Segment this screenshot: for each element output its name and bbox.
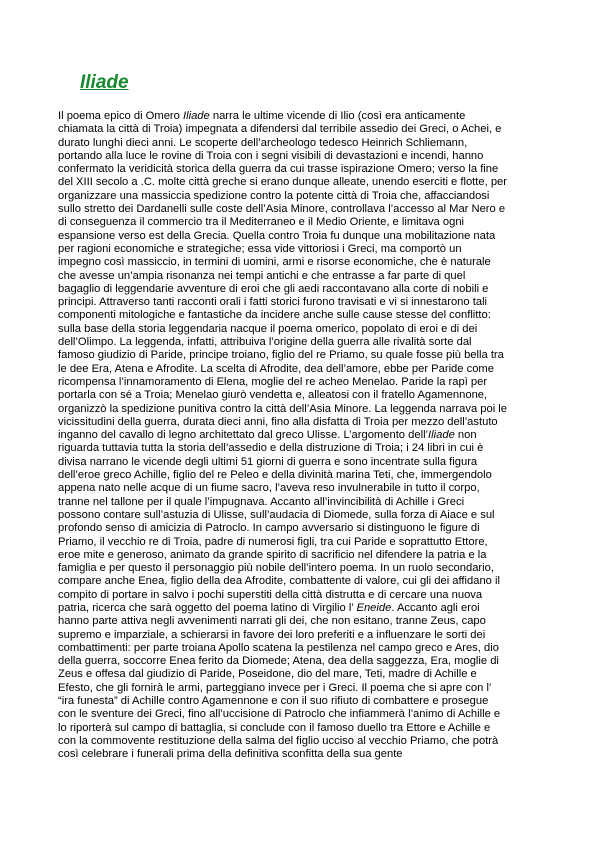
text-line <box>58 456 548 469</box>
text-span: ricompensa l’innamoramento di Elena, moglie del re acheo Menelao. Paride la rapì per <box>58 375 488 388</box>
text-line <box>58 748 548 761</box>
text-line <box>58 150 548 163</box>
text-line <box>58 695 548 708</box>
text-line <box>58 629 548 642</box>
text-span: “ira funesta” di Achille contro Agamennone e con il suo rifiuto di combattere e prosegue <box>58 695 489 708</box>
text-span: espansione verso est della Grecia. Quella contro Troia fu dunque una mobilitazione nata <box>58 229 496 242</box>
text-span: non <box>454 429 477 442</box>
text-line <box>58 682 548 695</box>
text-line <box>58 110 548 123</box>
text-line <box>58 522 548 535</box>
text-span: componenti mitologiche e fantastiche da incidere anche sulle cause stesse del conflitto: <box>58 309 491 322</box>
text-span: impegno così massiccio, in termini di uomini, armi e risorse economiche, che è naturale <box>58 256 491 269</box>
text-line <box>58 163 548 176</box>
text-line <box>58 442 548 455</box>
text-line <box>58 309 548 322</box>
text-line <box>58 190 548 203</box>
text-span: famoso giudizio di Paride, principe troiano, figlio del re Priamo, su quale fosse più bella tra <box>58 349 504 362</box>
text-line <box>58 416 548 429</box>
text-span: vicissitudini della guerra, durata dieci anni, fino alla disfatta di Troia per mezzo dell’astuto <box>58 415 498 428</box>
text-span: le dee Era, Atena e Afrodite. La scelta di Afrodite, dea dell’amore, ebbe per Paride come <box>58 362 494 375</box>
text-span: famiglia e per questo il personaggio più nobile dell’intero poema. In un ruolo secondario, <box>58 562 494 575</box>
text-line <box>58 376 548 389</box>
text-span: narra le ultime vicende di Ilio (così era anticamente <box>209 110 466 122</box>
text-line <box>58 176 548 189</box>
text-span: per ragioni economiche e strategiche; essa vide vittoriosi i Greci, ma comportò un <box>58 242 462 255</box>
text-span: durato lunghi dieci anni. Le scoperte dell’archeologo tedesco Heinrich Schliemann, <box>58 136 468 149</box>
text-line <box>58 336 548 349</box>
text-span: appena nato nelle acque di un fiume sacro, l’aveva reso invulnerabile in tutto il corpo, <box>58 482 480 495</box>
text-line <box>58 389 548 402</box>
text-span: principi. Attraverso tanti racconti orali i fatti storici furono travisati e vi si innestarono tali <box>58 296 488 309</box>
italic-title-span: Iliade <box>428 429 455 442</box>
text-line <box>58 243 548 256</box>
body-paragraph <box>58 110 548 762</box>
text-line <box>58 536 548 549</box>
text-span: inganno del cavallo di legno architettato dal greco Ulisse. L’argomento dell’ <box>58 429 429 442</box>
text-line <box>58 482 548 495</box>
text-span: Efesto, che gli fornirà le armi, parteggiano invece per i Greci. Il poema che si apre con l’ <box>58 681 492 694</box>
text-line <box>58 203 548 216</box>
italic-title-span: Eneide <box>356 601 392 614</box>
text-line <box>58 615 548 628</box>
text-span: patria, ricerca che sarà oggetto del poema latino di Virgilio l’ <box>58 601 357 614</box>
text-line <box>58 469 548 482</box>
text-line <box>58 642 548 655</box>
text-line <box>58 708 548 721</box>
text-line <box>58 735 548 748</box>
text-line <box>58 216 548 229</box>
text-span: con le sventure dei Greci, fino all’uccisione di Patroclo che infiammerà l’animo di Achille e <box>58 708 501 721</box>
text-span: della guerra, soccorre Enea ferito da Diomede; Atena, dea della saggezza, Era, moglie di <box>58 655 499 668</box>
text-line <box>58 256 548 269</box>
text-span: che avesse un’ampia risonanza nei tempi antichi e che entrasse a far parte di quel <box>58 269 466 282</box>
text-span: Priamo, il vecchio re di Troia, padre di numerosi figli, tra cui Paride e soprattutto Ettore, <box>58 535 488 548</box>
text-span: organizzare una massiccia spedizione contro la potente città di Troia che, affacciandosi <box>58 189 490 202</box>
text-line <box>58 575 548 588</box>
text-line <box>58 602 548 615</box>
text-line <box>58 589 548 602</box>
text-span: portando alla luce le rovine di Troia con i segni visibili di devastazioni e incendi, hanno <box>58 149 484 162</box>
text-line <box>58 722 548 735</box>
text-span: confermato la veridicità storica della guerra da cui trasse ispirazione Omero; verso la fine <box>58 163 499 176</box>
text-span: dell’eroe greco Achille, figlio del re Peleo e della divinità marina Teti, che, immergendolo <box>58 469 492 482</box>
text-line <box>58 323 548 336</box>
text-line <box>58 363 548 376</box>
text-span: . Accanto agli eroi <box>391 601 480 614</box>
text-span: tranne nel tallone per il quale l’impugnava. Accanto all’invincibilità di Achille i Greci <box>58 495 465 508</box>
text-line <box>58 296 548 309</box>
text-line <box>58 496 548 509</box>
text-span: lo riporterà sul campo di battaglia, si conclude con il famoso duello tra Ettore e Achille e <box>58 721 491 734</box>
text-span: hanno parte attiva negli avvenimenti narrati gli dei, che non esitano, tranne Zeus, capo <box>58 615 486 628</box>
page-title: Iliade <box>80 72 129 93</box>
text-span: dell’Olimpo. La leggenda, infatti, attribuiva l’origine della guerra alle rivalità sorte dal <box>58 336 472 349</box>
text-span: eroe mite e generoso, animato da grande spirito di sacrificio nel difendere la patria e la <box>58 548 487 561</box>
text-span: sullo stretto dei Dardanelli sulle coste dell’Asia Minore, controllava l’accesso al Mar Nero e <box>58 203 506 216</box>
text-span: organizzò la spedizione punitiva contro la città dell’Asia Minore. La leggenda narrava poi le <box>58 402 508 415</box>
text-span: di conseguenza il commercio tra il Mediterraneo e il Medio Oriente, e limitava ogni <box>58 216 465 229</box>
text-span: del XIII secolo a .C. molte città greche si erano dunque alleate, unendo eserciti e flotte, per <box>58 176 508 189</box>
text-span: Il poema epico di Omero <box>58 110 183 122</box>
text-span: possono contare sull’astuzia di Ulisse, sull’audacia di Diomede, sulla forza di Aiace e sul <box>58 508 495 521</box>
text-line <box>58 123 548 136</box>
text-span: Zeus e offesa dal giudizio di Paride, Poseidone, dio del mare, Teti, madre di Achille e <box>58 668 477 681</box>
text-line <box>58 655 548 668</box>
text-span: chiamata la città di Troia) impegnata a difendersi dal terribile assedio dei Greci, o Achei, e <box>58 123 502 136</box>
text-line <box>58 429 548 442</box>
text-span: riguarda tuttavia tutta la storia dell’assedio e della distruzione di Troia; i 24 libri in cui è <box>58 442 484 455</box>
text-span: portarla con sé a Troia; Menelao giurò vendetta e, alleatosi con il fratello Agamennone, <box>58 389 488 402</box>
text-span: compito di portare in salvo i pochi superstiti della città distrutta e di cercare una nuova <box>58 588 483 601</box>
text-line <box>58 270 548 283</box>
text-line <box>58 230 548 243</box>
text-line <box>58 509 548 522</box>
text-line <box>58 403 548 416</box>
text-span: divisa narrano le vicende degli ultimi 51 giorni di guerra e sono incentrate sulla figura <box>58 455 478 468</box>
text-span: sulla base della storia leggendaria nacque il poema omerico, popolato di eroi e di dei <box>58 322 478 335</box>
text-line <box>58 283 548 296</box>
text-span: così celebrare i funerali prima della definitiva sconfitta della sua gente <box>58 748 403 761</box>
text-span: supremo e imparziale, a schierarsi in favore dei loro preferiti e a influenzare le sorti dei <box>58 628 486 641</box>
text-line <box>58 549 548 562</box>
italic-title-span: Iliade <box>183 110 210 122</box>
text-line <box>58 562 548 575</box>
text-span: profondo senso di amicizia di Patroclo. In campo avversario si distinguono le figure di <box>58 522 480 535</box>
text-span: combattimenti: per parte troiana Apollo scatena la pestilenza nel campo greco e Ares, dio <box>58 641 499 654</box>
text-span: bagaglio di leggendarie avventure di eroi che gli aedi raccontavano alla corte di nobili e <box>58 282 489 295</box>
text-span: compare anche Enea, figlio della dea Afrodite, combattente di valore, cui gli dei affidano il <box>58 575 500 588</box>
text-line <box>58 668 548 681</box>
text-line <box>58 349 548 362</box>
text-line <box>58 137 548 150</box>
text-span: con la commovente restituzione della salma del figlio ucciso al vecchio Priamo, che potrà <box>58 734 499 747</box>
